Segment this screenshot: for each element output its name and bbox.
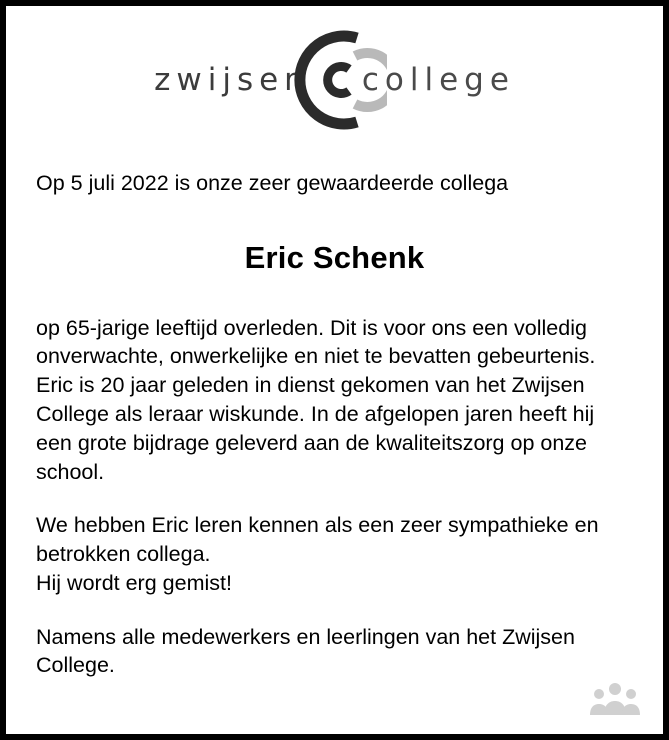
notice-paragraph-5: Namens alle medewerkers en leerlingen van het Zwijsen College. (36, 624, 575, 678)
logo (6, 62, 663, 98)
paragraph-spacer-2 (36, 598, 633, 623)
logo-text-college: college (361, 62, 515, 98)
notice-paragraph-4: Hij wordt erg gemist! (36, 570, 232, 595)
notice-paragraph-2: Eric is 20 jaar geleden in dienst gekomen van het Zwijsen College als leraar wiskunde. In de afgelopen jaren heeft hij een grote bijdrage geleverd aan de kwaliteitszorg op onze school. (36, 373, 595, 484)
paragraph-spacer (36, 486, 633, 511)
logo-area (6, 6, 663, 154)
notice-paragraph-1: op 65-jarige leeftijd overleden. Dit is voor ons een volledig onverwachte, onwerkelijke en niet te bevatten gebeurtenis. (36, 315, 596, 369)
concentric-arcs-logo-mark-icon (283, 28, 387, 132)
deceased-name: Eric Schenk (244, 239, 425, 275)
notice-content (6, 170, 663, 680)
logo-text-zwijsen: zwijsen (154, 62, 310, 98)
family-group-icon (589, 682, 641, 716)
notice-paragraph-3: We hebben Eric leren kennen als een zeer sympathieke en betrokken collega. (36, 513, 599, 567)
notice-intro: Op 5 juli 2022 is onze zeer gewaardeerde collega (36, 171, 509, 195)
